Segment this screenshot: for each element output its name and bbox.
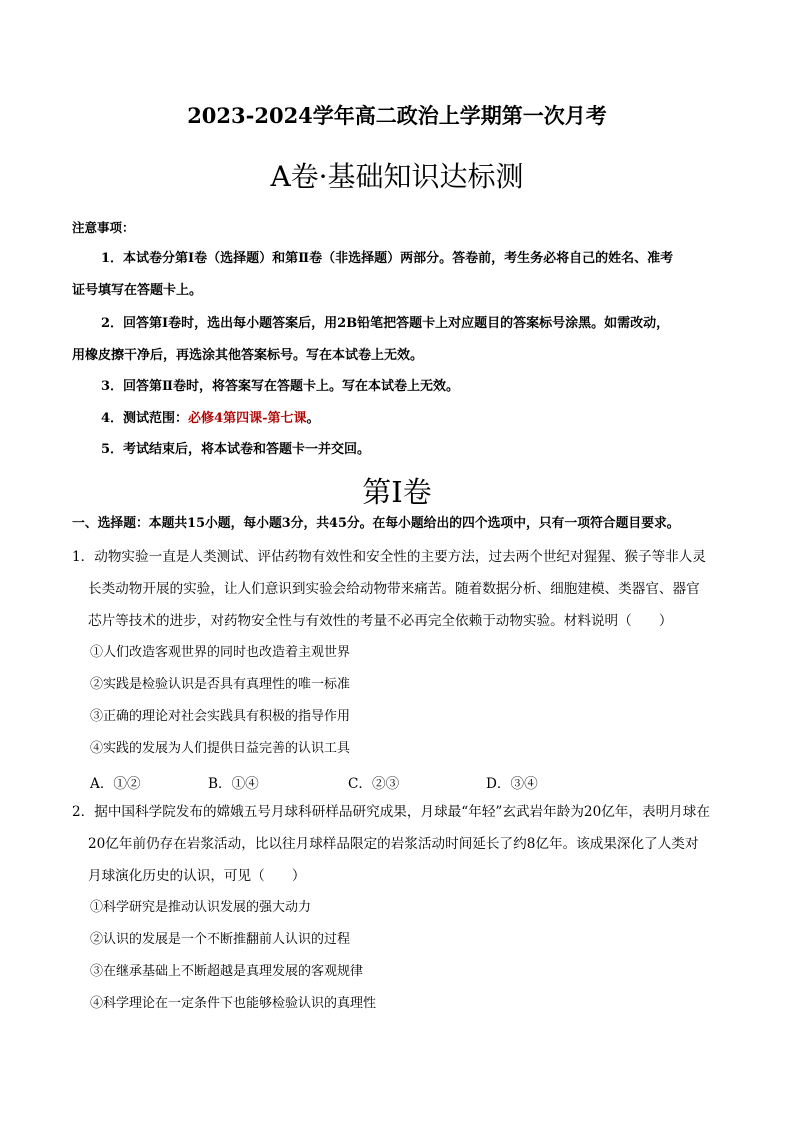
notice-item-5: 5．考试结束后，将本试卷和答题卡一并交回。 (101, 442, 371, 457)
question-2-statement-2: ②认识的发展是一个不断推翻前人认识的过程 (90, 932, 351, 947)
notice-item-2-line-2: 用橡皮擦干净后，再选涂其他答案标号。写在本试卷上无效。 (72, 348, 424, 363)
question-1-stem-line-2: 长类动物开展的实验，让人们意识到实验会给动物带来痛苦。随着数据分析、细胞建模、类器官、器官 (88, 581, 700, 597)
exam-title: 2023-2024学年高二政治上学期第一次月考 (187, 103, 607, 128)
notice-item-1-line-2: 证号填写在答题卡上。 (72, 283, 203, 298)
question-2-statement-1: ①科学研究是推动认识发展的强大动力 (90, 900, 312, 915)
question-2-stem-line-3: 月球演化历史的认识，可见（ ） (88, 868, 306, 884)
question-1-option-b[interactable]: B．①④ (208, 776, 259, 792)
notice-item-4 (101, 410, 320, 428)
question-1-option-a[interactable]: A．①② (90, 776, 141, 792)
section-instruction: 一、选择题：本题共15小题，每小题3分，共45分。在每小题给出的四个选项中，只有一项符合题目要求。 (72, 516, 680, 531)
question-1-statement-4: ④实践的发展为人们提供日益完善的认识工具 (90, 741, 351, 756)
question-2-statement-4: ④科学理论在一定条件下也能够检验认识的真理性 (90, 996, 377, 1011)
notice-item-4-suffix: 。 (306, 411, 320, 426)
question-1-stem-line-1: 1．动物实验一直是人类测试、评估药物有效性和安全性的主要方法，过去两个世纪对猩猩、猴子等非人灵 (72, 549, 706, 565)
notice-title: 注意事项： (72, 220, 135, 235)
question-1-statement-1: ①人们改造客观世界的同时也改造着主观世界 (90, 645, 351, 660)
question-2-stem-line-1: 2．据中国科学院发布的嫦娥五号月球科研样品研究成果，月球最“年轻”玄武岩年龄为20亿年，表明月球在 (72, 804, 710, 820)
question-1-option-c[interactable]: C．②③ (348, 776, 400, 792)
exam-subtitle: A卷·基础知识达标测 (270, 160, 524, 193)
question-2-statement-3: ③在继承基础上不断超越是真理发展的客观规律 (90, 964, 364, 979)
notice-item-3: 3．回答第Ⅱ卷时，将答案写在答题卡上。写在本试卷上无效。 (101, 379, 460, 394)
test-range: 必修4第四课-第七课 (188, 411, 307, 426)
question-2-stem-line-2: 20亿年前仍存在岩浆活动，比以往月球样品限定的岩浆活动时间延长了约8亿年。该成果深化了人类对 (88, 836, 699, 852)
notice-item-2-line-1: 2．回答第Ⅰ卷时，选出每小题答案后，用2B铅笔把答题卡上对应题目的答案标号涂黑。如需改动， (101, 316, 670, 331)
question-1-stem-line-3: 芯片等技术的进步，对药物安全性与有效性的考量不必再完全依赖于动物实验。材料说明（ ） (88, 613, 673, 629)
question-1-option-d[interactable]: D．③④ (486, 776, 538, 792)
notice-item-1-line-1: 1．本试卷分第Ⅰ卷（选择题）和第Ⅱ卷（非选择题）两部分。答卷前，考生务必将自己的姓名、准考 (101, 251, 674, 266)
section-title: 第Ⅰ卷 (362, 475, 432, 509)
question-1-statement-3: ③正确的理论对社会实践具有积极的指导作用 (90, 709, 351, 724)
notice-item-4-prefix: 4．测试范围： (101, 411, 189, 426)
question-1-statement-2: ②实践是检验认识是否具有真理性的唯一标准 (90, 677, 351, 692)
